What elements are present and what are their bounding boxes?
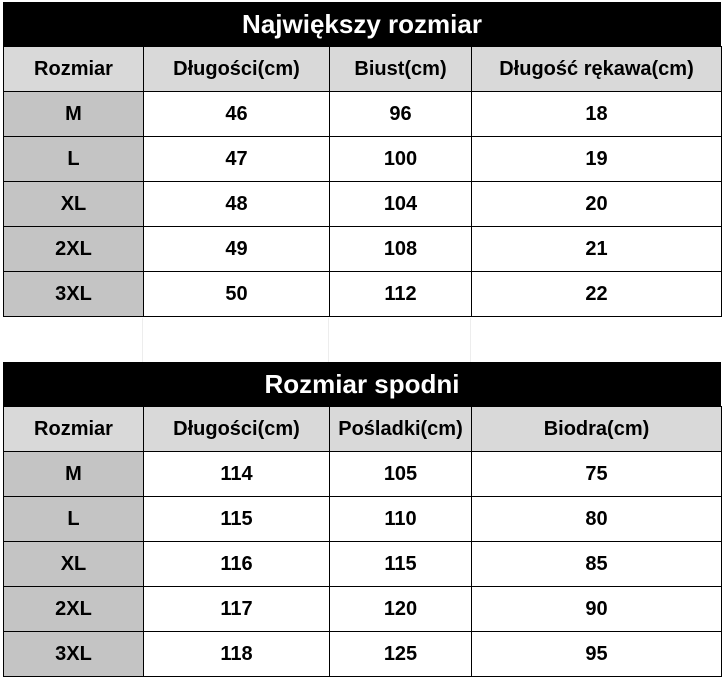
size-cell: XL xyxy=(4,542,144,587)
value-cell: 104 xyxy=(330,182,472,227)
table-row xyxy=(4,452,722,497)
table-title: Największy rozmiar xyxy=(3,2,721,46)
size-cell: M xyxy=(4,92,144,137)
value-cell: 112 xyxy=(330,272,472,317)
table-row xyxy=(4,542,722,587)
size-cell: 3XL xyxy=(4,272,144,317)
table-row xyxy=(4,632,722,677)
value-cell: 116 xyxy=(144,542,330,587)
value-cell: 118 xyxy=(144,632,330,677)
value-cell: 105 xyxy=(330,452,472,497)
value-cell: 50 xyxy=(144,272,330,317)
value-cell: 108 xyxy=(330,227,472,272)
header-cell: Biust(cm) xyxy=(330,47,472,92)
size-cell: XL xyxy=(4,182,144,227)
value-cell: 48 xyxy=(144,182,330,227)
header-cell: Rozmiar xyxy=(4,47,144,92)
value-cell: 115 xyxy=(144,497,330,542)
header-cell: Długość rękawa(cm) xyxy=(472,47,722,92)
table-row xyxy=(4,497,722,542)
table-row xyxy=(4,227,722,272)
table-title: Rozmiar spodni xyxy=(3,362,721,406)
bottom-size-table xyxy=(3,362,721,677)
value-cell: 18 xyxy=(472,92,722,137)
value-cell: 110 xyxy=(330,497,472,542)
value-cell: 100 xyxy=(330,137,472,182)
size-cell: M xyxy=(4,452,144,497)
value-cell: 120 xyxy=(330,587,472,632)
value-cell: 19 xyxy=(472,137,722,182)
table-row xyxy=(4,137,722,182)
table-row xyxy=(4,272,722,317)
value-cell: 22 xyxy=(472,272,722,317)
value-cell: 49 xyxy=(144,227,330,272)
size-cell: L xyxy=(4,497,144,542)
value-cell: 80 xyxy=(472,497,722,542)
header-row xyxy=(4,407,722,452)
value-cell: 115 xyxy=(330,542,472,587)
size-cell: L xyxy=(4,137,144,182)
size-table xyxy=(3,46,722,317)
size-cell: 2XL xyxy=(4,227,144,272)
value-cell: 85 xyxy=(472,542,722,587)
value-cell: 125 xyxy=(330,632,472,677)
size-cell: 3XL xyxy=(4,632,144,677)
value-cell: 21 xyxy=(472,227,722,272)
header-row xyxy=(4,47,722,92)
size-cell: 2XL xyxy=(4,587,144,632)
header-cell: Długości(cm) xyxy=(144,47,330,92)
faint-gridline xyxy=(143,318,329,362)
table-row xyxy=(4,92,722,137)
value-cell: 75 xyxy=(472,452,722,497)
value-cell: 114 xyxy=(144,452,330,497)
value-cell: 117 xyxy=(144,587,330,632)
value-cell: 90 xyxy=(472,587,722,632)
header-cell: Długości(cm) xyxy=(144,407,330,452)
spacer-gridlines xyxy=(3,318,721,362)
size-table xyxy=(3,406,722,677)
value-cell: 96 xyxy=(330,92,472,137)
table-row xyxy=(4,587,722,632)
value-cell: 46 xyxy=(144,92,330,137)
header-cell: Pośladki(cm) xyxy=(330,407,472,452)
value-cell: 47 xyxy=(144,137,330,182)
header-cell: Biodra(cm) xyxy=(472,407,722,452)
faint-gridline xyxy=(329,318,471,362)
table-row xyxy=(4,182,722,227)
value-cell: 95 xyxy=(472,632,722,677)
header-cell: Rozmiar xyxy=(4,407,144,452)
faint-gridline xyxy=(3,318,143,362)
value-cell: 20 xyxy=(472,182,722,227)
top-size-table xyxy=(3,2,721,317)
